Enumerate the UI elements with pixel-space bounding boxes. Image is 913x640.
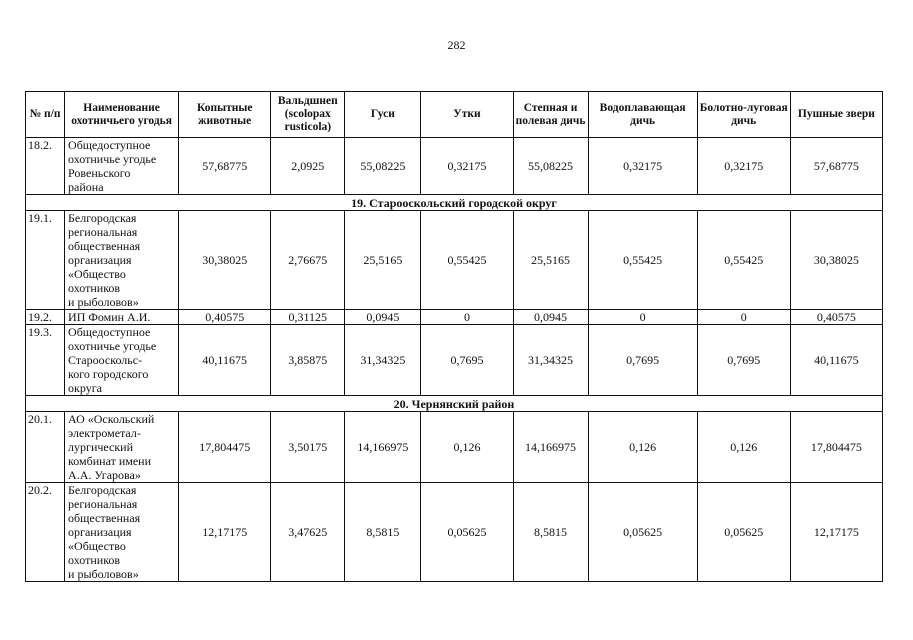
- value-cell: 31,34325: [513, 325, 588, 396]
- name-line: общественная: [68, 239, 141, 253]
- row-number: 19.2.: [26, 310, 65, 325]
- row-number: 19.3.: [26, 325, 65, 396]
- value-cell: 55,08225: [513, 138, 588, 195]
- name-line: Общедоступное: [68, 325, 151, 339]
- value-cell: 0,0945: [513, 310, 588, 325]
- table-body: [26, 138, 883, 582]
- name-line: комбинат имени: [68, 454, 152, 468]
- value-cell: 14,166975: [345, 412, 421, 483]
- value-cell: 2,0925: [271, 138, 345, 195]
- header-woodcock: Вальдшнеп (scolopax rusticola): [271, 92, 345, 138]
- name-line: округа: [68, 381, 102, 395]
- name-line: общественная: [68, 511, 141, 525]
- hunting-ground-name: [65, 138, 179, 195]
- table-header-row: [26, 92, 883, 138]
- name-line: Белгородская: [68, 211, 137, 225]
- value-cell: 3,85875: [271, 325, 345, 396]
- name-line: охотников: [68, 281, 121, 295]
- value-cell: 8,5815: [513, 483, 588, 582]
- header-fur-animals: Пушные звери: [790, 92, 882, 138]
- name-line: А.А. Угарова»: [68, 468, 141, 482]
- name-line: и рыболовов»: [68, 567, 139, 581]
- name-line: Старооскольс-: [68, 353, 143, 367]
- value-cell: 0,40575: [790, 310, 882, 325]
- value-cell: 0: [588, 310, 697, 325]
- section-row: [26, 396, 883, 412]
- header-steppe-game: Степная и полевая дичь: [513, 92, 588, 138]
- header-name: Наименование охотничьего угодья: [65, 92, 179, 138]
- header-ducks: Утки: [421, 92, 513, 138]
- hunting-ground-name: [65, 211, 179, 310]
- table-row: [26, 483, 883, 582]
- value-cell: 0,05625: [421, 483, 513, 582]
- hunting-ground-name: [65, 310, 179, 325]
- header-ungulates: Копытные животные: [179, 92, 271, 138]
- value-cell: 40,11675: [790, 325, 882, 396]
- header-marsh-game: Болотно-луговая дичь: [697, 92, 790, 138]
- value-cell: 0,126: [588, 412, 697, 483]
- hunting-ground-name: [65, 325, 179, 396]
- table-row: [26, 412, 883, 483]
- name-line: электрометал-: [68, 426, 141, 440]
- value-cell: 0,05625: [697, 483, 790, 582]
- value-cell: 55,08225: [345, 138, 421, 195]
- value-cell: 3,47625: [271, 483, 345, 582]
- value-cell: 0,31125: [271, 310, 345, 325]
- value-cell: 0,7695: [588, 325, 697, 396]
- value-cell: 30,38025: [790, 211, 882, 310]
- value-cell: 0,05625: [588, 483, 697, 582]
- value-cell: 0,55425: [697, 211, 790, 310]
- value-cell: 0: [421, 310, 513, 325]
- row-number: 20.2.: [26, 483, 65, 582]
- value-cell: 25,5165: [345, 211, 421, 310]
- section-title: 19. Старооскольский городской округ: [26, 195, 883, 211]
- value-cell: 40,11675: [179, 325, 271, 396]
- hunting-limits-table: [25, 91, 883, 582]
- value-cell: 0,55425: [421, 211, 513, 310]
- value-cell: 12,17175: [179, 483, 271, 582]
- value-cell: 30,38025: [179, 211, 271, 310]
- value-cell: 31,34325: [345, 325, 421, 396]
- name-line: Ровеньского: [68, 166, 131, 180]
- value-cell: 0,7695: [421, 325, 513, 396]
- name-line: Белгородская: [68, 483, 137, 497]
- header-geese: Гуси: [345, 92, 421, 138]
- value-cell: 2,76675: [271, 211, 345, 310]
- name-line: кого городского: [68, 367, 149, 381]
- section-title: 20. Чернянский район: [26, 396, 883, 412]
- name-line: региональная: [68, 225, 138, 239]
- value-cell: 0,126: [697, 412, 790, 483]
- name-line: охотников: [68, 553, 121, 567]
- name-line: района: [68, 180, 104, 194]
- row-number: 19.1.: [26, 211, 65, 310]
- value-cell: 25,5165: [513, 211, 588, 310]
- row-number: 20.1.: [26, 412, 65, 483]
- table-row: [26, 325, 883, 396]
- value-cell: 8,5815: [345, 483, 421, 582]
- section-row: [26, 195, 883, 211]
- value-cell: 0,126: [421, 412, 513, 483]
- value-cell: 57,68775: [179, 138, 271, 195]
- name-line: ИП Фомин А.И.: [68, 310, 151, 324]
- value-cell: 0,0945: [345, 310, 421, 325]
- value-cell: 0,32175: [588, 138, 697, 195]
- value-cell: 0,55425: [588, 211, 697, 310]
- value-cell: 0,32175: [697, 138, 790, 195]
- value-cell: 0,32175: [421, 138, 513, 195]
- name-line: лургический: [68, 440, 134, 454]
- table-row: [26, 138, 883, 195]
- hunting-ground-name: [65, 483, 179, 582]
- name-line: охотничье угодье: [68, 152, 157, 166]
- value-cell: 0: [697, 310, 790, 325]
- value-cell: 14,166975: [513, 412, 588, 483]
- table-row: [26, 211, 883, 310]
- name-line: АО «Оскольский: [68, 412, 155, 426]
- name-line: охотничье угодье: [68, 339, 157, 353]
- header-waterfowl: Водоплавающая дичь: [588, 92, 697, 138]
- hunting-ground-name: [65, 412, 179, 483]
- name-line: региональная: [68, 497, 138, 511]
- name-line: организация: [68, 525, 132, 539]
- name-line: Общедоступное: [68, 138, 151, 152]
- value-cell: 3,50175: [271, 412, 345, 483]
- header-num: № п/п: [26, 92, 65, 138]
- name-line: организация: [68, 253, 132, 267]
- value-cell: 57,68775: [790, 138, 882, 195]
- table-row: [26, 310, 883, 325]
- name-line: «Общество: [68, 539, 126, 553]
- value-cell: 12,17175: [790, 483, 882, 582]
- name-line: «Общество: [68, 267, 126, 281]
- value-cell: 17,804475: [179, 412, 271, 483]
- value-cell: 0,7695: [697, 325, 790, 396]
- value-cell: 17,804475: [790, 412, 882, 483]
- row-number: 18.2.: [26, 138, 65, 195]
- value-cell: 0,40575: [179, 310, 271, 325]
- name-line: и рыболовов»: [68, 295, 139, 309]
- page-number: 282: [447, 38, 466, 52]
